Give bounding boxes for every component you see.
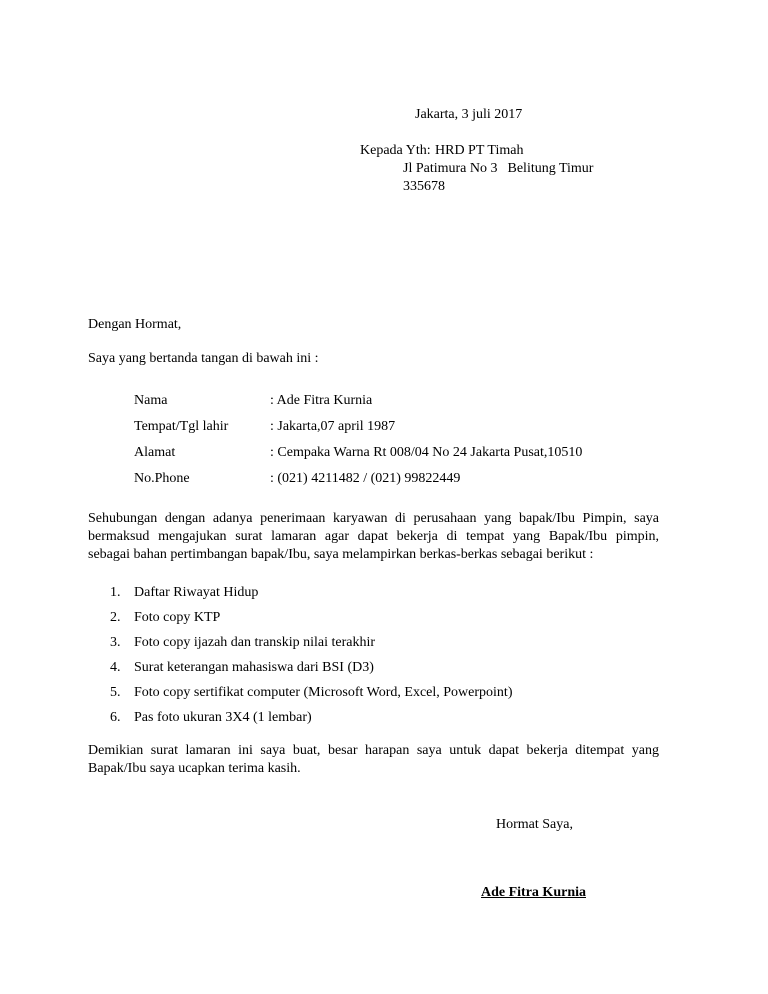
list-number: 4.: [110, 660, 121, 675]
list-item: [110, 709, 512, 734]
list-number: 1.: [110, 585, 121, 600]
list-number: 2.: [110, 610, 121, 625]
personal-data-value: : Cempaka Warna Rt 008/04 No 24 Jakarta Pusat,10510: [270, 445, 583, 460]
personal-data-row: [134, 418, 582, 444]
recipient-name: HRD PT Timah: [435, 143, 524, 158]
recipient-address-line1: Jl Patimura No 3: [403, 161, 498, 176]
recipient-label: Kepada Yth:: [360, 143, 431, 158]
closing-line: Bapak/Ibu saya ucapkan terima kasih.: [88, 761, 301, 776]
list-number: 6.: [110, 710, 121, 725]
letter-date: Jakarta, 3 juli 2017: [415, 107, 523, 122]
list-item: [110, 659, 512, 684]
list-item: [110, 634, 512, 659]
list-text: Foto copy KTP: [134, 610, 221, 625]
list-item: [110, 609, 512, 634]
list-number: 5.: [110, 685, 121, 700]
personal-data-label: No.Phone: [134, 471, 190, 486]
personal-data-label: Alamat: [134, 445, 176, 460]
body-line: Sehubungan dengan adanya penerimaan karyawan di perusahaan yang bapak/Ibu Pimpin, saya: [88, 511, 659, 526]
body-line: sebagai bahan pertimbangan bapak/Ibu, saya melampirkan berkas-berkas sebagai berikut :: [88, 547, 594, 562]
list-text: Pas foto ukuran 3X4 (1 lembar): [134, 710, 312, 725]
personal-data-label: Tempat/Tgl lahir: [134, 419, 229, 434]
list-text: Daftar Riwayat Hidup: [134, 585, 259, 600]
personal-data-value: : (021) 4211482 / (021) 99822449: [270, 471, 461, 486]
signature-name: Ade Fitra Kurnia: [481, 885, 586, 900]
personal-data-table: [134, 392, 582, 496]
greeting: Dengan Hormat,: [88, 317, 182, 332]
sign-off: Hormat Saya,: [496, 817, 573, 832]
personal-data-value: : Ade Fitra Kurnia: [270, 393, 373, 408]
personal-data-row: [134, 392, 582, 418]
personal-data-row: [134, 470, 582, 496]
body-paragraph: [88, 510, 659, 564]
body-line: bermaksud mengajukan surat lamaran agar dapat bekerja di tempat yang Bapak/Ibu pimpin,: [88, 529, 659, 544]
list-item: [110, 684, 512, 709]
list-text: Foto copy sertifikat computer (Microsoft Word, Excel, Powerpoint): [134, 685, 513, 700]
list-text: Foto copy ijazah dan transkip nilai terakhir: [134, 635, 376, 650]
list-text: Surat keterangan mahasiswa dari BSI (D3): [134, 660, 374, 675]
personal-data-label: Nama: [134, 393, 168, 408]
personal-data-row: [134, 444, 582, 470]
list-item: [110, 584, 512, 609]
attachment-list: [110, 584, 512, 734]
recipient-address-line1-tail: Belitung Timur: [507, 161, 594, 176]
intro-text: Saya yang bertanda tangan di bawah ini :: [88, 351, 319, 366]
list-number: 3.: [110, 635, 121, 650]
recipient-block: [360, 142, 593, 196]
personal-data-value: : Jakarta,07 april 1987: [270, 419, 396, 434]
closing-line: Demikian surat lamaran ini saya buat, besar harapan saya untuk dapat bekerja ditempat yang: [88, 743, 659, 758]
closing-paragraph: [88, 742, 659, 778]
recipient-postal-code: 335678: [403, 179, 445, 194]
